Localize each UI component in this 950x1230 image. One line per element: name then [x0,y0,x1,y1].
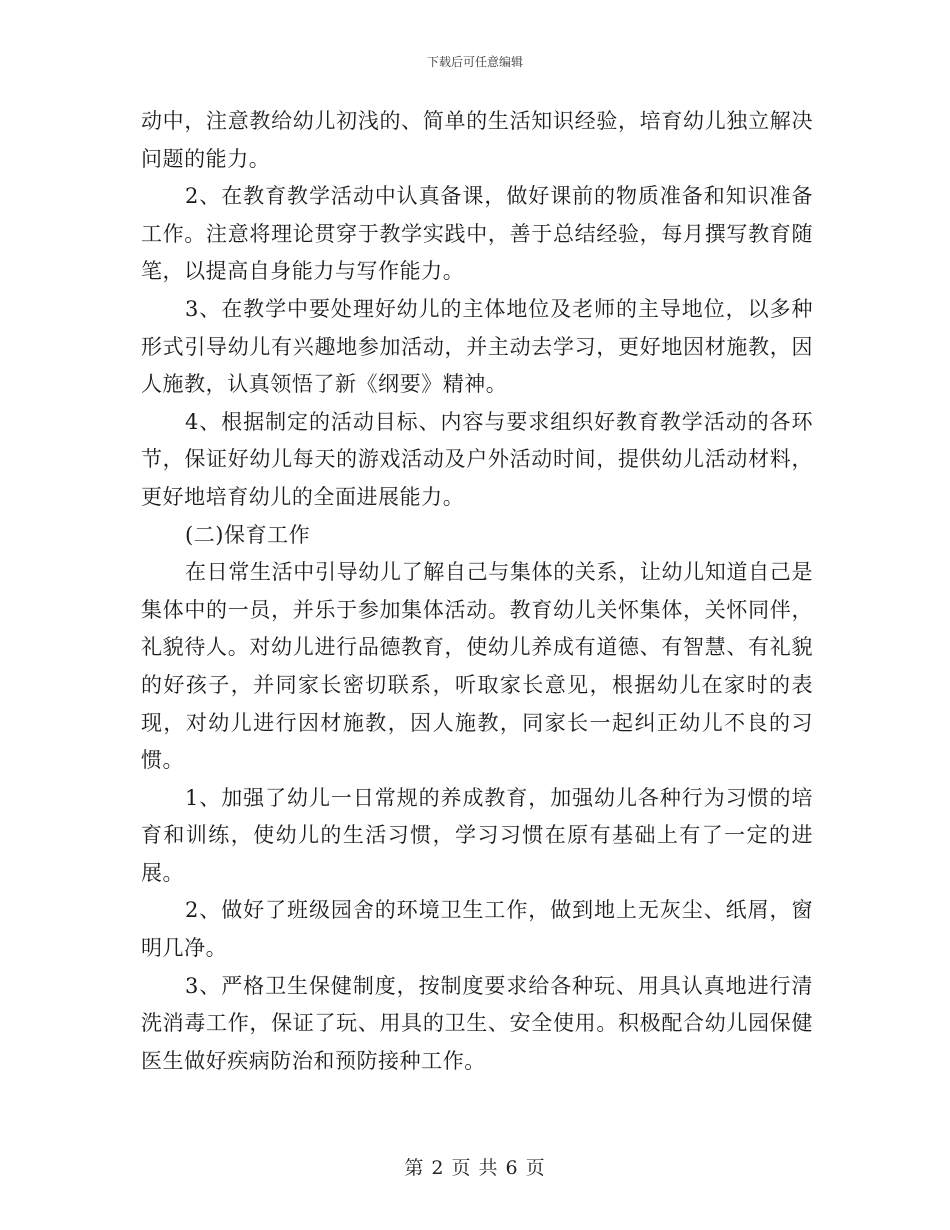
paragraph-care-item-2: 2、做好了班级园舍的环境卫生工作，做到地上无灰尘、纸屑，窗明几净。 [141,898,813,961]
paragraph-item-4: 4、根据制定的活动目标、内容与要求组织好教育教学活动的各环节，保证好幼儿每天的游戏活动及户外活动时间，提供幼儿活动材料，更好地培育幼儿的全面进展能力。 [141,409,813,509]
section-heading-care-work: (二)保育工作 [185,522,311,547]
paragraph-care-item-1: 1、加强了幼儿一日常规的养成教育，加强幼儿各种行为习惯的培育和训练，使幼儿的生活习惯，学习习惯在原有基础上有了一定的进展。 [141,785,813,885]
paragraph-item-2: 2、在教育教学活动中认真备课，做好课前的物质准备和知识准备工作。注意将理论贯穿于教学实践中，善于总结经验，每月撰写教育随笔，以提高自身能力与写作能力。 [141,184,813,284]
page-footer: 第 2 页 共 6 页 [404,1157,546,1179]
paragraph-item-3: 3、在教学中要处理好幼儿的主体地位及老师的主导地位，以多种形式引导幼儿有兴趣地参加活动，并主动去学习，更好地因材施教，因人施教，认真领悟了新《纲要》精神。 [141,296,813,397]
page-header: 下载后可任意编辑 [426,55,523,69]
paragraph-continuation: 动中，注意教给幼儿初浅的、简单的生活知识经验，培育幼儿独立解决问题的能力。 [141,109,813,171]
paragraph-care-intro: 在日常生活中引导幼儿了解自己与集体的关系，让幼儿知道自己是集体中的一员，并乐于参加集体活动。教育幼儿关怀集体，关怀同伴，礼貌待人。对幼儿进行品德教育，使幼儿养成有道德、有智慧、有礼貌的好孩子，并同家长密切联系，听取家长意见，根据幼儿在家时的表现，对幼儿进行因材施教，因人施教，同家长一起纠正幼儿不良的习惯。 [141,560,813,773]
paragraph-care-item-3: 3、严格卫生保健制度，按制度要求给各种玩、用具认真地进行清洗消毒工作，保证了玩、用具的卫生、安全使用。积极配合幼儿园保健医生做好疾病防治和预防接种工作。 [141,973,813,1073]
document-body [141,103,813,1080]
